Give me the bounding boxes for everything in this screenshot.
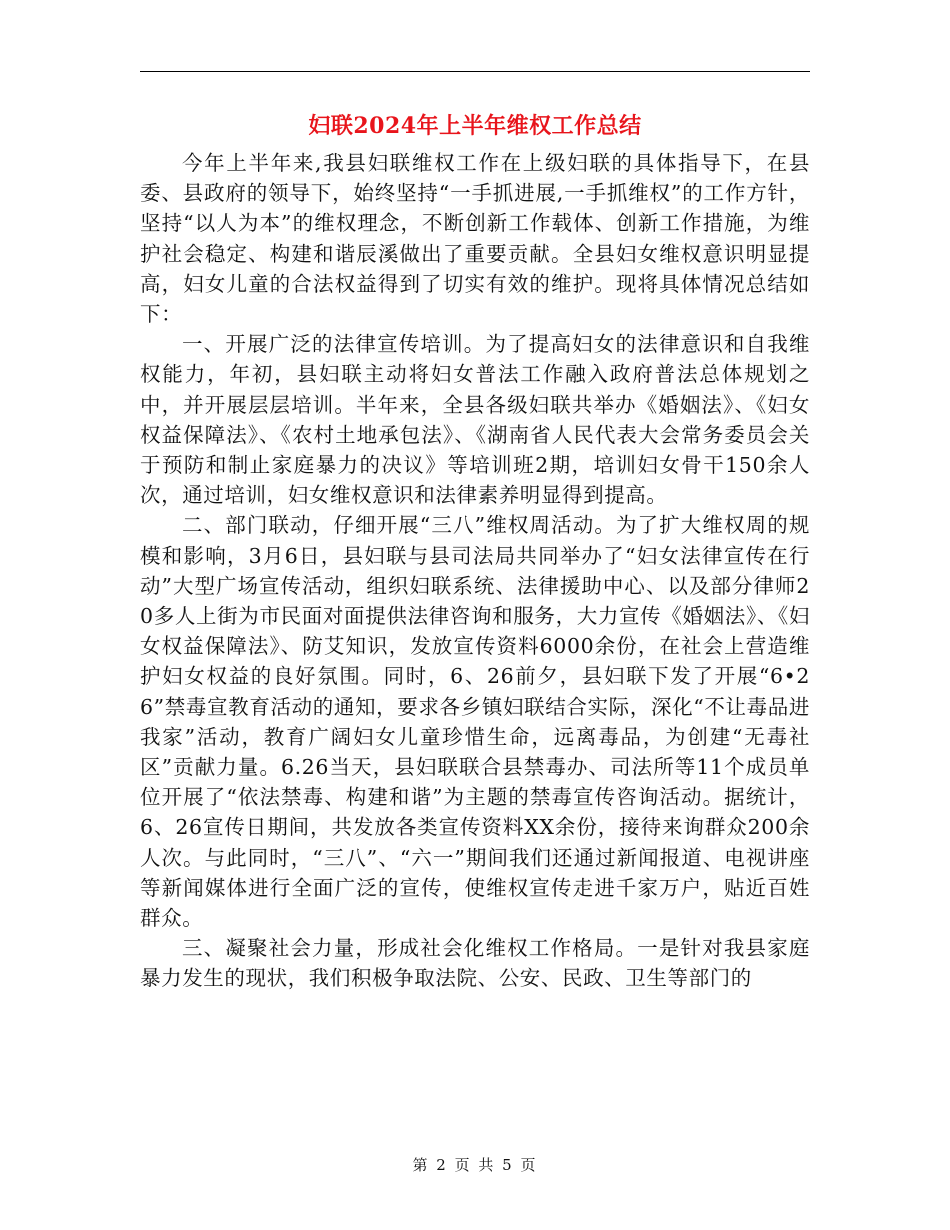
paragraph-intro: 今年上半年来,我县妇联维权工作在上级妇联的具体指导下，在县委、县政府的领导下，始终坚持“一手抓进展,一手抓维权”的工作方针，坚持“以人为本”的维权理念，不断创新工作载体、创新工作措施，为维护社会稳定、构建和谐辰溪做出了重要贡献。全县妇女维权意识明显提高，妇女儿童的合法权益得到了切实有效的维护。现将具体情况总结如下：: [140, 151, 810, 327]
page-number-footer: 第 2 页 共 5 页: [412, 1156, 538, 1174]
paragraph-section-1: 一、开展广泛的法律宣传培训。为了提高妇女的法律意识和自我维权能力，年初，县妇联主动将妇女普法工作融入政府普法总体规划之中，并开展层层培训。半年来，全县各级妇联共举办《婚姻法》、《妇女权益保障法》、《农村土地承包法》、《湖南省人民代表大会常务委员会关于预防和制止家庭暴力的决议》等培训班2期，培训妇女骨干150余人次，通过培训，妇女维权意识和法律素养明显得到提高。: [140, 332, 810, 508]
header-rule: [140, 71, 810, 72]
document-body: [140, 148, 810, 994]
document-title: 妇联2024年上半年维权工作总结: [308, 113, 642, 139]
paragraph-section-3: 三、凝聚社会力量，形成社会化维权工作格局。一是针对我县家庭暴力发生的现状，我们积极争取法院、公安、民政、卫生等部门的: [140, 936, 810, 991]
paragraph-section-2: 二、部门联动，仔细开展“三八”维权周活动。为了扩大维权周的规模和影响，3月6日，县妇联与县司法局共同举办了“妇女法律宣传在行动”大型广场宣传活动，组织妇联系统、法律援助中心、以及部分律师20多人上街为市民面对面提供法律咨询和服务，大力宣传《婚姻法》、《妇女权益保障法》、防艾知识，发放宣传资料6000余份，在社会上营造维护妇女权益的良好氛围。同时，6、26前夕，县妇联下发了开展“6•26”禁毒宣教育活动的通知，要求各乡镇妇联结合实际，深化“不让毒品进我家”活动，教育广阔妇女儿童珍惜生命，远离毒品，为创建“无毒社区”贡献力量。6.26当天，县妇联联合县禁毒办、司法所等11个成员单位开展了“依法禁毒、构建和谐”为主题的禁毒宣传咨询活动。据统计，6、26宣传日期间，共发放各类宣传资料XX余份，接待来询群众200余人次。与此同时，“三八”、“六一”期间我们还通过新闻报道、电视讲座等新闻媒体进行全面广泛的宣传，使维权宣传走进千家万户，贴近百姓群众。: [140, 513, 810, 931]
